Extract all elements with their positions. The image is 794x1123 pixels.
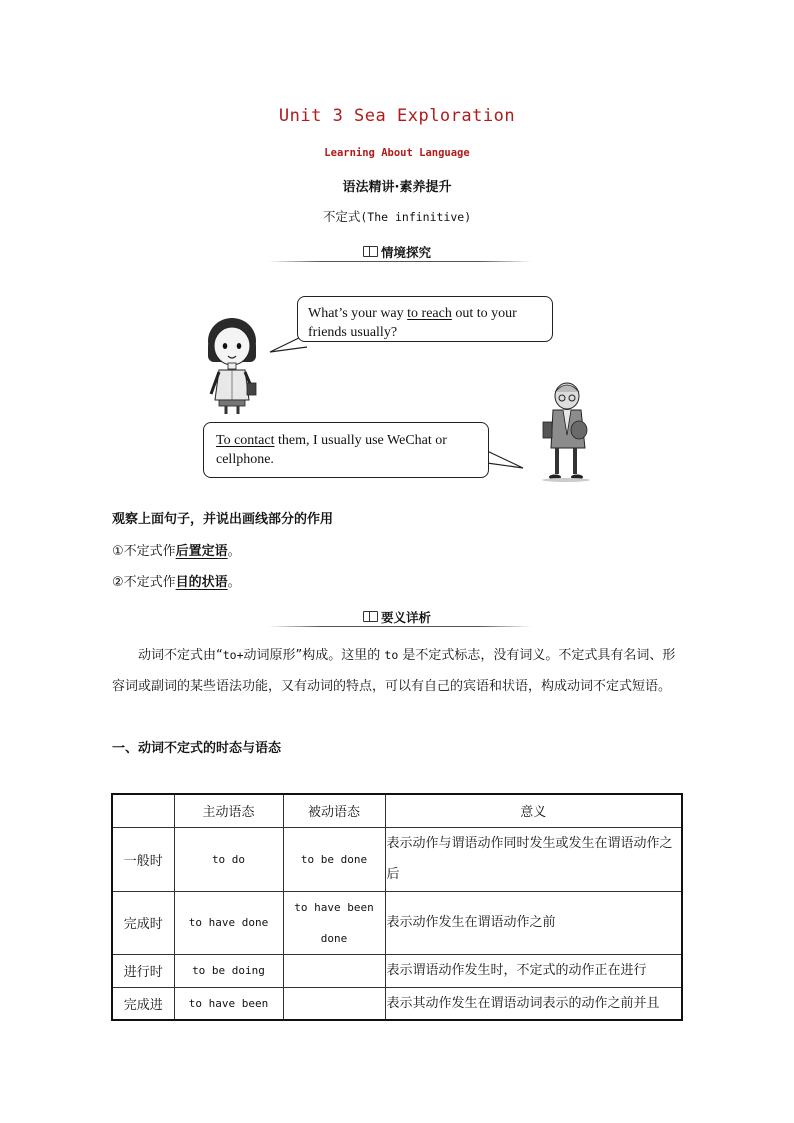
table-header-cell: 主动语态	[174, 794, 283, 827]
table-cell-meaning: 表示其动作发生在谓语动词表示的动作之前并且	[385, 987, 682, 1020]
table-cell-meaning: 表示谓语动作发生时，不定式的动作正在进行	[385, 954, 682, 987]
section-subtitle: 语法精讲·素养提升	[342, 180, 452, 195]
table-row	[112, 987, 682, 1020]
topic-title	[0, 207, 794, 225]
table-row	[112, 891, 682, 954]
table-header-cell	[112, 794, 174, 827]
bubble-tail-2	[485, 450, 523, 468]
topic-en: (The infinitive)	[360, 210, 472, 224]
table-cell-tense: 一般时	[112, 827, 174, 891]
para-text: 动词原形”构成。这里的	[243, 648, 385, 663]
heading-tense-voice: 一、动词不定式的时态与语态	[112, 741, 282, 756]
bubble1-post: out to your friends usually?	[308, 306, 517, 340]
old-man-figure	[542, 383, 590, 482]
table-header-cell: 意义	[385, 794, 682, 827]
table-cell-active: to be doing	[174, 954, 283, 987]
table-header-cell: 被动语态	[283, 794, 385, 827]
bubble2-underlined: To contact	[216, 433, 275, 448]
section-divider	[268, 626, 532, 627]
bubble1-pre: What’s your way	[308, 306, 408, 321]
table-cell-meaning: 表示动作发生在谓语动作之前	[385, 891, 682, 954]
section-heading-scenario	[0, 243, 794, 261]
dialogue-illustration	[195, 290, 595, 490]
para-text: 是不定式标志，没有词义。不定式具有名词、形容词或副词的某些语法功能，又有动词的特点，可以有自己的宾语和状语，构成动词不定式短语。	[112, 648, 676, 694]
speech-bubble-2	[203, 422, 489, 478]
lesson-title: Learning About Language	[324, 147, 470, 159]
para-text: 动词不定式由“	[138, 648, 223, 663]
bubble1-underlined: to reach	[407, 306, 452, 321]
table-cell-passive	[283, 954, 385, 987]
table-cell-active: to do	[174, 827, 283, 891]
observe-prompt: 观察上面句子，并说出画线部分的作用	[112, 512, 334, 527]
book-icon	[363, 246, 378, 257]
table-cell-active: to have done	[174, 891, 283, 954]
table-cell-passive: to have been done	[283, 891, 385, 954]
item-answer: 目的状语	[175, 575, 228, 590]
table-cell-active: to have been	[174, 987, 283, 1020]
table-cell-passive	[283, 987, 385, 1020]
tense-voice-table	[111, 793, 683, 1021]
topic-cn: 不定式	[322, 209, 361, 224]
table-header-row	[112, 794, 682, 827]
unit-title: Unit 3 Sea Exploration	[278, 106, 516, 126]
intro-paragraph	[112, 640, 684, 702]
item-answer: 后置定语	[175, 544, 228, 559]
section-heading-label: 情境探究	[380, 245, 431, 260]
table-cell-passive: to be done	[283, 827, 385, 891]
table-cell-tense: 进行时	[112, 954, 174, 987]
section-divider	[268, 261, 532, 262]
table-cell-meaning: 表示动作与谓语动作同时发生或发生在谓语动作之后	[385, 827, 682, 891]
section-heading-label: 要义详析	[380, 610, 431, 625]
speech-bubble-1	[297, 296, 553, 342]
item-prefix: ①不定式作	[112, 544, 176, 559]
table-cell-tense: 完成时	[112, 891, 174, 954]
table-row	[112, 954, 682, 987]
observe-item-2	[112, 571, 241, 590]
table-cell-tense: 完成进	[112, 987, 174, 1020]
item-suffix: 。	[227, 575, 241, 590]
book-icon	[363, 611, 378, 622]
observe-item-1	[112, 540, 241, 559]
girl-figure	[208, 318, 256, 414]
para-code: to	[384, 648, 399, 662]
table-row	[112, 827, 682, 891]
section-heading-analysis	[0, 608, 794, 626]
item-suffix: 。	[227, 544, 241, 559]
bubble2-post: them, I usually use WeChat or cellphone.	[216, 433, 447, 467]
item-prefix: ②不定式作	[112, 575, 176, 590]
para-code: to+	[222, 648, 244, 662]
